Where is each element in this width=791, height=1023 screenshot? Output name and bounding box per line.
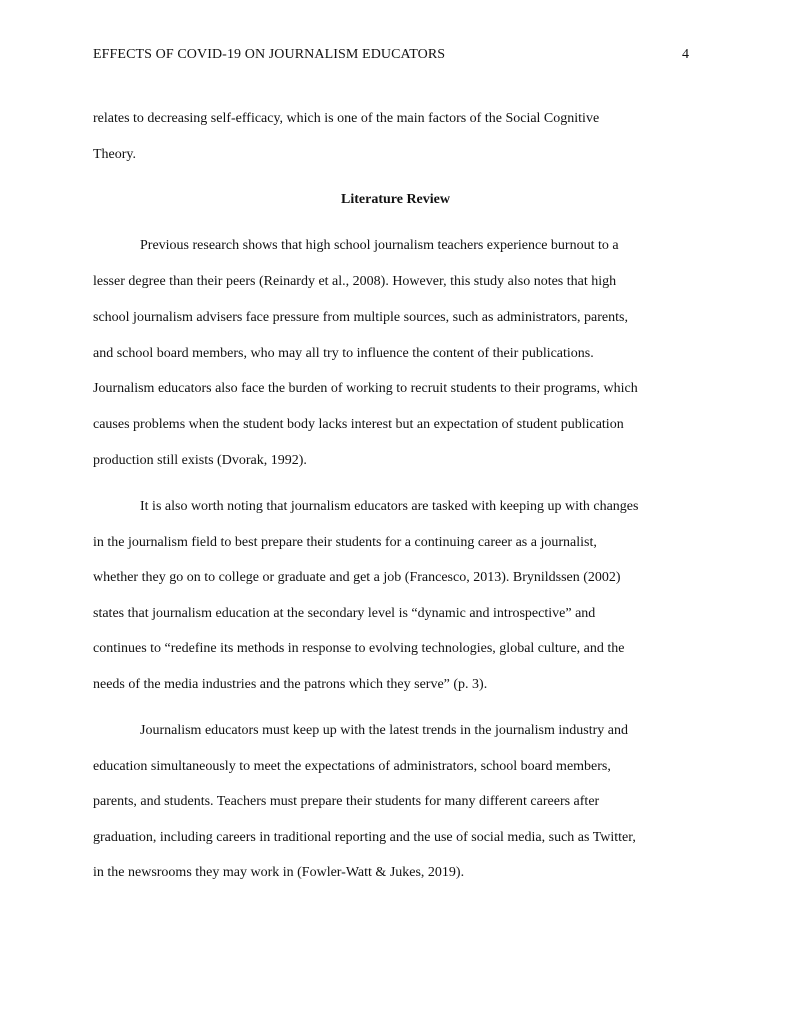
body-line: graduation, including careers in traditional reporting and the use of social media, such as Twitter, <box>93 830 636 845</box>
body-line: in the newsrooms they may work in (Fowler-Watt & Jukes, 2019). <box>93 865 465 880</box>
section-heading: Literature Review <box>341 192 450 207</box>
page-number: 4 <box>682 47 689 62</box>
body-line: It is also worth noting that journalism educators are tasked with keeping up with changes <box>140 499 639 514</box>
body-line: education simultaneously to meet the expectations of administrators, school board members, <box>93 759 611 774</box>
body-line: Journalism educators must keep up with the latest trends in the journalism industry and <box>140 723 628 738</box>
body-line: continues to “redefine its methods in response to evolving technologies, global culture, and the <box>93 641 625 656</box>
body-line: whether they go on to college or graduate and get a job (Francesco, 2013). Brynildssen (2002) <box>93 570 621 585</box>
body-line: states that journalism education at the secondary level is “dynamic and introspective” and <box>93 606 596 621</box>
body-line: needs of the media industries and the patrons which they serve” (p. 3). <box>93 677 488 692</box>
body-line: and school board members, who may all try to influence the content of their publications. <box>93 346 594 361</box>
body-line: Previous research shows that high school journalism teachers experience burnout to a <box>140 238 619 253</box>
body-line: school journalism advisers face pressure from multiple sources, such as administrators, parents, <box>93 310 628 325</box>
body-line: causes problems when the student body lacks interest but an expectation of student publication <box>93 417 624 432</box>
body-line: lesser degree than their peers (Reinardy et al., 2008). However, this study also notes that high <box>93 274 617 289</box>
body-line: in the journalism field to best prepare their students for a continuing career as a journalist, <box>93 535 597 550</box>
body-line: Theory. <box>93 147 137 162</box>
body-line: production still exists (Dvorak, 1992). <box>93 453 307 468</box>
running-head: EFFECTS OF COVID-19 ON JOURNALISM EDUCATORS <box>93 47 446 62</box>
body-line: parents, and students. Teachers must prepare their students for many different careers after <box>93 794 600 809</box>
body-line: relates to decreasing self-efficacy, which is one of the main factors of the Social Cognitive <box>93 111 600 126</box>
body-line: Journalism educators also face the burden of working to recruit students to their programs, which <box>93 381 638 396</box>
